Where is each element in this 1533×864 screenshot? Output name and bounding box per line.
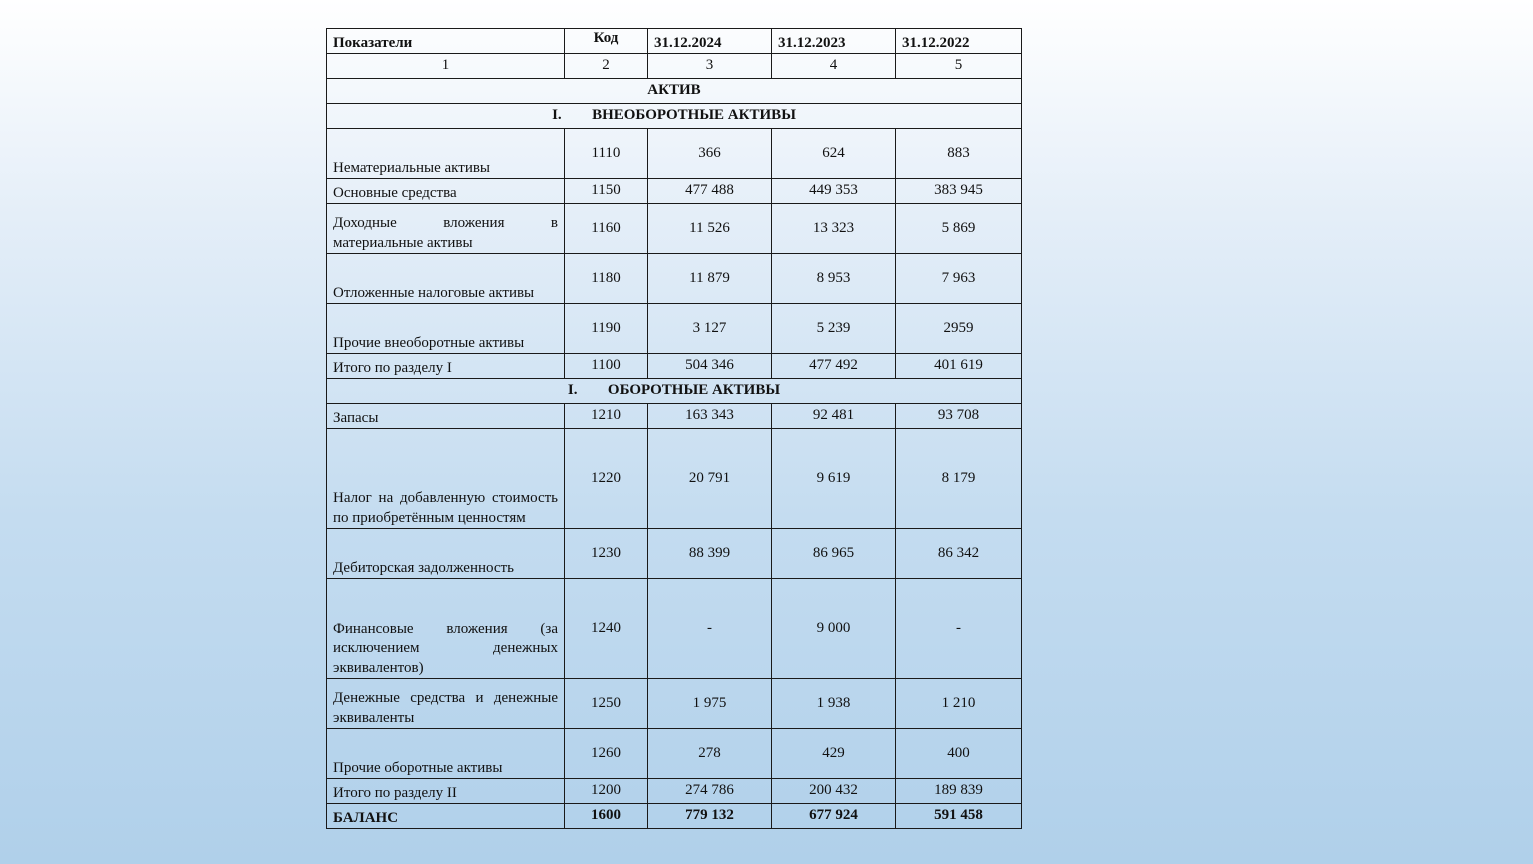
row-value-2022: 883 — [896, 129, 1022, 179]
row-name: Налог на добавленную стоимость по приобретённым ценностям — [327, 429, 565, 529]
row-value-2023: 429 — [772, 729, 896, 779]
row-value-2023: 624 — [772, 129, 896, 179]
row-code: 1250 — [565, 679, 648, 729]
row-code: 1100 — [565, 354, 648, 379]
balance-row — [327, 804, 1022, 829]
row-value-2022: 189 839 — [896, 779, 1022, 804]
header-date-2024: 31.12.2024 — [648, 29, 772, 54]
header-row — [327, 29, 1022, 54]
table-row-subtotal — [327, 354, 1022, 379]
asset-title-row — [327, 79, 1022, 104]
asset-title: АКТИВ — [327, 79, 1022, 104]
row-value-2022: 400 — [896, 729, 1022, 779]
section1-number: I. — [552, 107, 562, 124]
section2-title-text: ОБОРОТНЫЕ АКТИВЫ — [607, 382, 781, 399]
row-value-2022: 5 869 — [896, 204, 1022, 254]
row-name: Доходные вложения в материальные активы — [327, 204, 565, 254]
row-value-2024: 163 343 — [648, 404, 772, 429]
row-value-2023: 13 323 — [772, 204, 896, 254]
row-name: Запасы — [327, 404, 565, 429]
row-value-2024: - — [648, 579, 772, 679]
row-name: Отложенные налоговые активы — [327, 254, 565, 304]
table-row — [327, 579, 1022, 679]
row-value-2022: 86 342 — [896, 529, 1022, 579]
row-value-2024: 477 488 — [648, 179, 772, 204]
row-code: 1240 — [565, 579, 648, 679]
row-code: 1260 — [565, 729, 648, 779]
row-value-2024: 11 879 — [648, 254, 772, 304]
row-value-2023: 1 938 — [772, 679, 896, 729]
section1-title — [327, 104, 1022, 129]
table-row-subtotal — [327, 779, 1022, 804]
section1-title-text: ВНЕОБОРОТНЫЕ АКТИВЫ — [592, 107, 796, 124]
row-value-2024: 366 — [648, 129, 772, 179]
table-row — [327, 404, 1022, 429]
column-number: 5 — [896, 54, 1022, 79]
row-value-2023: 9 619 — [772, 429, 896, 529]
column-number: 2 — [565, 54, 648, 79]
row-name: Прочие внеоборотные активы — [327, 304, 565, 354]
header-date-2022: 31.12.2022 — [896, 29, 1022, 54]
table-row — [327, 129, 1022, 179]
column-number: 1 — [327, 54, 565, 79]
section1-title-row — [327, 104, 1022, 129]
balance-value-2022: 591 458 — [896, 804, 1022, 829]
row-value-2022: - — [896, 579, 1022, 679]
row-name: Итого по разделу I — [327, 354, 565, 379]
row-value-2023: 9 000 — [772, 579, 896, 679]
section2-title — [327, 379, 1022, 404]
row-value-2023: 86 965 — [772, 529, 896, 579]
row-value-2023: 477 492 — [772, 354, 896, 379]
column-numbers-row — [327, 54, 1022, 79]
table-row — [327, 679, 1022, 729]
row-value-2024: 274 786 — [648, 779, 772, 804]
row-code: 1210 — [565, 404, 648, 429]
row-value-2023: 8 953 — [772, 254, 896, 304]
row-name: Финансовые вложения (за исключением денежных эквивалентов) — [327, 579, 565, 679]
row-value-2024: 11 526 — [648, 204, 772, 254]
row-value-2022: 1 210 — [896, 679, 1022, 729]
row-value-2023: 449 353 — [772, 179, 896, 204]
balance-value-2024: 779 132 — [648, 804, 772, 829]
balance-value-2023: 677 924 — [772, 804, 896, 829]
row-value-2024: 504 346 — [648, 354, 772, 379]
column-number: 4 — [772, 54, 896, 79]
row-value-2022: 93 708 — [896, 404, 1022, 429]
row-value-2024: 20 791 — [648, 429, 772, 529]
row-code: 1150 — [565, 179, 648, 204]
header-date-2023: 31.12.2023 — [772, 29, 896, 54]
row-value-2024: 1 975 — [648, 679, 772, 729]
table-row — [327, 304, 1022, 354]
row-code: 1220 — [565, 429, 648, 529]
table-row — [327, 529, 1022, 579]
table-row — [327, 204, 1022, 254]
row-value-2023: 200 432 — [772, 779, 896, 804]
row-name: Нематериальные активы — [327, 129, 565, 179]
row-name: Итого по разделу II — [327, 779, 565, 804]
row-value-2024: 278 — [648, 729, 772, 779]
balance-code: 1600 — [565, 804, 648, 829]
table-row — [327, 179, 1022, 204]
row-value-2023: 92 481 — [772, 404, 896, 429]
row-name: Дебиторская задолженность — [327, 529, 565, 579]
row-value-2024: 3 127 — [648, 304, 772, 354]
section2-number: I. — [567, 382, 578, 399]
row-value-2022: 401 619 — [896, 354, 1022, 379]
row-code: 1190 — [565, 304, 648, 354]
header-indicator: Показатели — [327, 29, 565, 54]
row-name: Денежные средства и денежные эквиваленты — [327, 679, 565, 729]
section2-title-row — [327, 379, 1022, 404]
column-number: 3 — [648, 54, 772, 79]
row-value-2022: 383 945 — [896, 179, 1022, 204]
row-value-2022: 2959 — [896, 304, 1022, 354]
row-value-2022: 7 963 — [896, 254, 1022, 304]
table-row — [327, 429, 1022, 529]
header-code: Код — [565, 29, 648, 54]
row-name: Прочие оборотные активы — [327, 729, 565, 779]
row-value-2022: 8 179 — [896, 429, 1022, 529]
row-code: 1110 — [565, 129, 648, 179]
row-name: Основные средства — [327, 179, 565, 204]
table-row — [327, 729, 1022, 779]
row-code: 1180 — [565, 254, 648, 304]
row-value-2023: 5 239 — [772, 304, 896, 354]
row-code: 1160 — [565, 204, 648, 254]
balance-sheet-table — [326, 28, 1022, 829]
table-row — [327, 254, 1022, 304]
balance-name: БАЛАНС — [327, 804, 565, 829]
row-value-2024: 88 399 — [648, 529, 772, 579]
row-code: 1230 — [565, 529, 648, 579]
row-code: 1200 — [565, 779, 648, 804]
